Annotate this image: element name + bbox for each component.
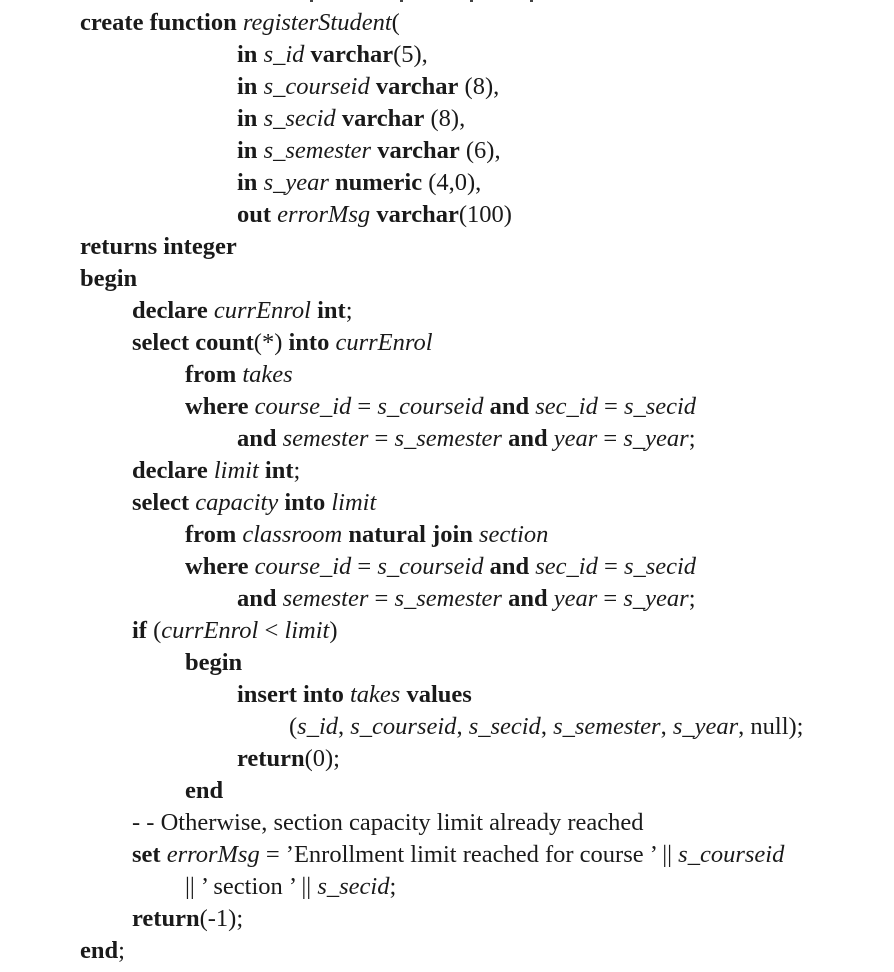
code-text: (0); xyxy=(304,745,340,772)
keyword: in xyxy=(237,73,258,100)
code-text: = xyxy=(597,585,624,612)
identifier: registerStudent xyxy=(242,9,392,36)
keyword: natural join xyxy=(348,521,473,548)
identifier: s_year xyxy=(623,425,689,452)
keyword: varchar xyxy=(310,41,394,68)
keyword: begin xyxy=(80,265,138,292)
keyword: in xyxy=(237,137,258,164)
code-line xyxy=(80,263,137,295)
code-line xyxy=(185,551,696,583)
keyword: insert into xyxy=(237,681,344,708)
code-text: (*) xyxy=(253,329,289,356)
code-line xyxy=(185,391,696,423)
code-line xyxy=(185,519,548,551)
keyword: varchar xyxy=(376,201,459,228)
code-text: (6), xyxy=(459,137,501,164)
code-line xyxy=(80,231,237,263)
identifier: s_courseid xyxy=(377,393,484,420)
keyword: select count xyxy=(132,329,254,356)
identifier: course_id xyxy=(254,553,352,580)
identifier: s_id xyxy=(263,41,305,68)
identifier: s_courseid xyxy=(263,73,370,100)
code-text: = xyxy=(597,393,624,420)
identifier: s_semester xyxy=(394,585,502,612)
code-line xyxy=(237,71,499,103)
identifier: classroom xyxy=(242,521,343,548)
keyword: varchar xyxy=(375,73,459,100)
keyword: int xyxy=(317,297,346,324)
code-text: (-1); xyxy=(199,905,244,932)
code-line xyxy=(80,935,125,967)
code-line xyxy=(237,583,696,615)
identifier: s_id xyxy=(297,713,339,740)
keyword: and xyxy=(237,425,277,452)
code-line xyxy=(132,327,433,359)
identifier: s_year xyxy=(623,585,689,612)
keyword: into xyxy=(284,489,326,516)
keyword: varchar xyxy=(341,105,425,132)
keyword: in xyxy=(237,41,258,68)
identifier: limit xyxy=(284,617,330,644)
identifier: s_courseid xyxy=(678,841,785,868)
identifier: errorMsg xyxy=(166,841,260,868)
keyword: end xyxy=(80,937,119,964)
code-line xyxy=(132,903,243,935)
identifier: s_secid xyxy=(468,713,541,740)
identifier: section xyxy=(479,521,549,548)
identifier: capacity xyxy=(195,489,279,516)
keyword: end xyxy=(185,777,224,804)
code-text: , xyxy=(540,713,554,740)
code-text: (5), xyxy=(393,41,428,68)
code-text: = xyxy=(597,553,624,580)
code-line xyxy=(237,39,428,71)
code-line xyxy=(289,711,804,743)
identifier: s_semester xyxy=(394,425,502,452)
keyword: from xyxy=(185,361,237,388)
identifier: s_semester xyxy=(263,137,372,164)
keyword: into xyxy=(288,329,330,356)
identifier: sec_id xyxy=(535,553,598,580)
keyword: varchar xyxy=(377,137,460,164)
keyword: create function xyxy=(80,9,237,36)
code-line xyxy=(132,807,644,839)
code-text: (4,0), xyxy=(422,169,482,196)
keyword: and xyxy=(508,425,548,452)
code-line xyxy=(185,359,293,391)
keyword: set xyxy=(132,841,161,868)
identifier: s_secid xyxy=(317,873,390,900)
identifier: currEnrol xyxy=(161,617,259,644)
code-text: ( xyxy=(289,713,298,740)
code-line xyxy=(132,455,300,487)
code-text: - - Otherwise, section capacity limit already reached xyxy=(132,809,644,836)
identifier: sec_id xyxy=(535,393,598,420)
code-text: ; xyxy=(688,585,696,612)
code-text: ( xyxy=(391,9,400,36)
keyword: and xyxy=(489,553,530,580)
keyword: select xyxy=(132,489,190,516)
code-text: = xyxy=(351,553,378,580)
code-text: ; xyxy=(345,297,353,324)
code-line xyxy=(237,167,481,199)
code-line xyxy=(237,743,340,775)
keyword: in xyxy=(237,169,258,196)
identifier: currEnrol xyxy=(335,329,433,356)
identifier: s_year xyxy=(263,169,329,196)
identifier: limit xyxy=(331,489,377,516)
code-line xyxy=(132,839,784,871)
cropped-top-marks xyxy=(300,0,560,4)
code-line xyxy=(132,487,376,519)
code-line xyxy=(80,7,400,39)
keyword: int xyxy=(264,457,294,484)
code-text: = ’Enrollment limit reached for course ’ || xyxy=(259,841,679,868)
keyword: in xyxy=(237,105,258,132)
keyword: begin xyxy=(185,649,243,676)
keyword: declare xyxy=(132,457,208,484)
identifier: s_secid xyxy=(263,105,336,132)
identifier: takes xyxy=(349,681,401,708)
identifier: s_semester xyxy=(553,713,661,740)
keyword: numeric xyxy=(335,169,423,196)
code-text: ( xyxy=(146,617,162,644)
code-text: || ’ section ’ || xyxy=(185,873,318,900)
identifier: semester xyxy=(282,425,369,452)
code-line xyxy=(185,871,396,903)
identifier: semester xyxy=(282,585,369,612)
code-text: , xyxy=(660,713,673,740)
keyword: where xyxy=(185,553,249,580)
code-text: = xyxy=(368,425,395,452)
keyword: return xyxy=(237,745,305,772)
code-line xyxy=(132,615,338,647)
code-text: , null); xyxy=(738,713,804,740)
code-line xyxy=(237,679,472,711)
code-text: , xyxy=(456,713,469,740)
identifier: s_secid xyxy=(623,553,697,580)
code-text: ; xyxy=(293,457,301,484)
code-line xyxy=(132,295,353,327)
identifier: errorMsg xyxy=(277,201,371,228)
identifier: year xyxy=(553,425,598,452)
identifier: limit xyxy=(213,457,259,484)
keyword: return xyxy=(132,905,200,932)
keyword: and xyxy=(237,585,277,612)
code-text: ; xyxy=(688,425,696,452)
identifier: s_courseid xyxy=(377,553,484,580)
identifier: s_courseid xyxy=(350,713,457,740)
code-line xyxy=(185,775,223,807)
code-text: = xyxy=(351,393,378,420)
keyword: values xyxy=(406,681,472,708)
identifier: currEnrol xyxy=(213,297,311,324)
code-line xyxy=(237,135,501,167)
code-line xyxy=(237,423,696,455)
identifier: year xyxy=(553,585,598,612)
code-text: (100) xyxy=(458,201,512,228)
code-text: ; xyxy=(389,873,397,900)
code-text: , xyxy=(338,713,351,740)
keyword: and xyxy=(508,585,548,612)
keyword: returns integer xyxy=(80,233,237,260)
identifier: s_secid xyxy=(623,393,697,420)
keyword: out xyxy=(237,201,272,228)
code-text: ) xyxy=(329,617,338,644)
identifier: course_id xyxy=(254,393,352,420)
code-text: (8), xyxy=(424,105,466,132)
code-line xyxy=(185,647,242,679)
code-text: = xyxy=(368,585,395,612)
keyword: where xyxy=(185,393,249,420)
keyword: declare xyxy=(132,297,208,324)
keyword: if xyxy=(132,617,147,644)
code-text: = xyxy=(597,425,624,452)
identifier: takes xyxy=(242,361,293,388)
code-line xyxy=(237,103,465,135)
identifier: s_year xyxy=(672,713,739,740)
keyword: from xyxy=(185,521,237,548)
code-text: ; xyxy=(118,937,125,964)
code-text: (8), xyxy=(458,73,500,100)
code-text: < xyxy=(258,617,285,644)
keyword: and xyxy=(489,393,530,420)
code-line xyxy=(237,199,512,231)
